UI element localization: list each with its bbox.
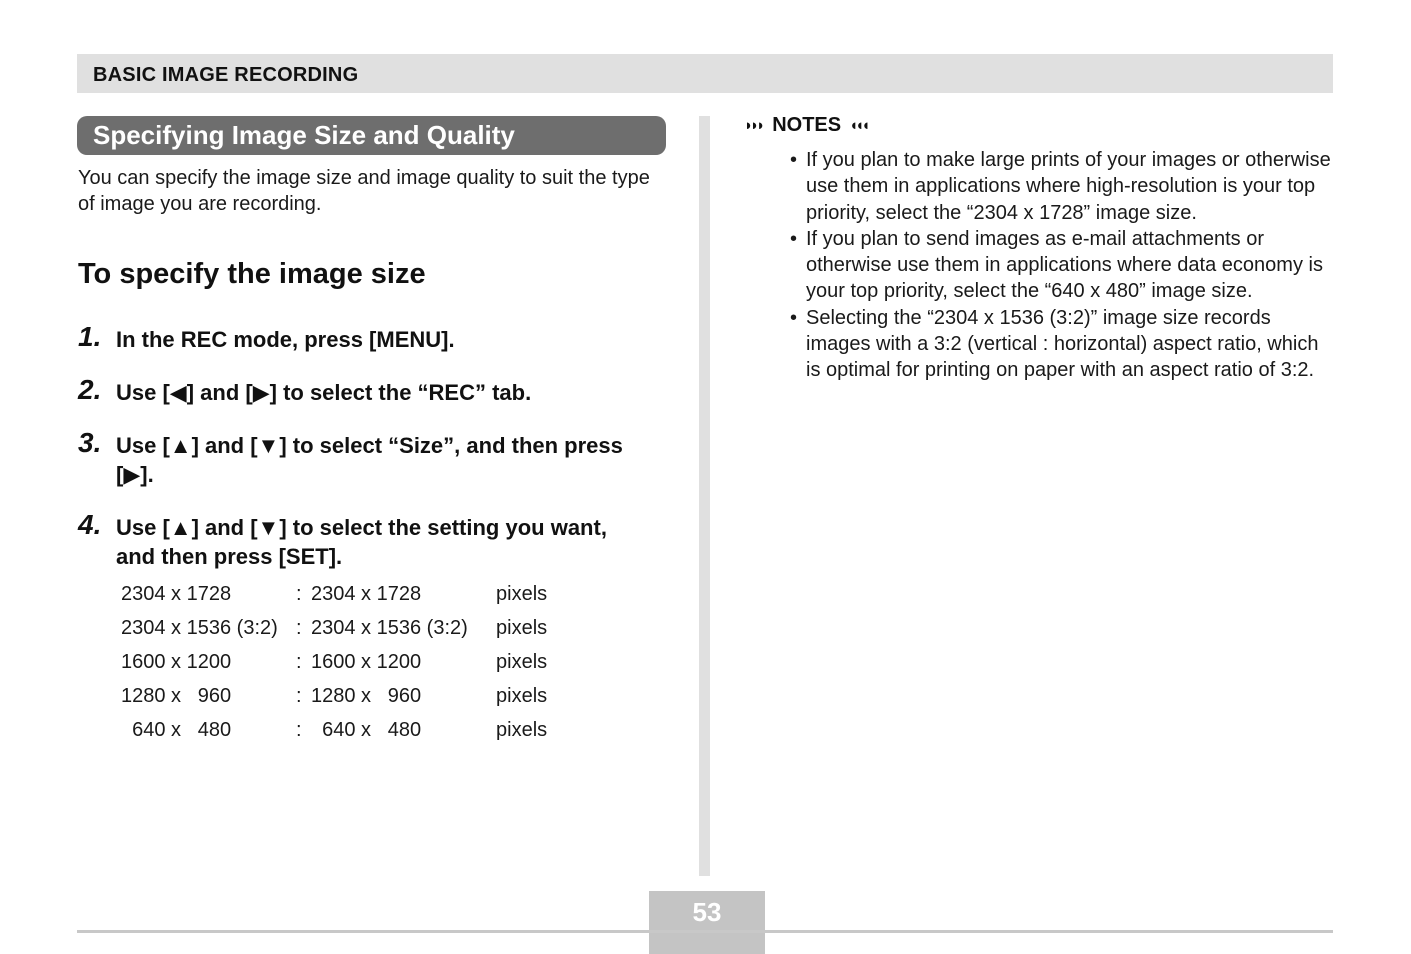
step-1 [78,321,638,354]
step-text: Use [◀] and [▶] to select the “REC” tab. [116,380,532,405]
table-row [121,577,547,611]
note-text: If you plan to make large prints of your images or otherwise use them in applications where high-resolution is your top priority, select the “2304 x 1728” image size. [806,149,1331,224]
section-title: Specifying Image Size and Quality [93,120,515,150]
separator-cell: : [296,616,302,639]
unit-cell: pixels [496,684,548,707]
table-row [121,679,547,713]
step-3 [78,427,638,489]
separator-cell: : [296,582,302,605]
note-text: If you plan to send images as e-mail attachments or otherwise use them in applications where data economy is your top priority, select the “640 x 480” image size. [806,227,1323,303]
image-size-table [121,577,547,747]
bullet-icon: • [790,306,798,329]
bullet-icon: • [790,149,798,171]
setting-cell: 1600 x 1200 [121,650,232,673]
step-number: 4. [78,509,102,540]
header-band [77,54,1333,93]
setting-cell: 2304 x 1728 [121,582,232,605]
separator-cell: : [296,684,302,707]
notes-left-marks-icon: ◗◗◗ [744,116,763,134]
size-cell: 1600 x 1200 [311,650,422,673]
step-text: Use [▲] and [▼] to select “Size”, and then press [▶]. [116,433,623,487]
page-number-box-lower [649,933,765,954]
size-cell: 2304 x 1728 [311,582,422,605]
table-row [121,645,547,679]
unit-cell: pixels [496,616,548,639]
step-4 [78,509,638,571]
notes-title: NOTES [772,114,842,136]
note-item [786,226,1331,305]
separator-cell: : [296,650,302,673]
unit-cell: pixels [496,582,548,605]
table-row [121,713,547,747]
step-number: 2. [78,374,102,405]
table-row [121,611,547,645]
section-header-title: BASIC IMAGE RECORDING [93,64,359,86]
bullet-icon: • [790,227,798,250]
separator-cell: : [296,718,302,741]
size-cell: 640 x 480 [311,718,422,741]
size-cell: 2304 x 1536 (3:2) [311,616,468,639]
setting-cell: 2304 x 1536 (3:2) [121,616,278,639]
unit-cell: pixels [496,718,548,741]
section-title-banner [77,116,666,155]
setting-cell: 640 x 480 [121,718,232,741]
note-item [786,147,1331,226]
notes-right-marks-icon: ◖◖◖ [849,116,868,134]
page-number: 53 [692,897,722,927]
notes-list [786,147,1331,384]
intro-paragraph: You can specify the image size and image quality to suit the type of image you are recording. [78,167,650,215]
unit-cell: pixels [496,650,548,673]
column-divider [699,116,710,876]
note-text: Selecting the “2304 x 1536 (3:2)” image size records images with a 3:2 (vertical : horizontal) aspect ratio, which is optimal for printing on paper with an aspect ratio of 3:2. [806,306,1319,382]
setting-cell: 1280 x 960 [121,684,232,707]
step-number: 3. [78,427,102,458]
subheading: To specify the image size [78,258,426,290]
size-cell: 1280 x 960 [311,684,422,707]
note-item [786,305,1331,384]
step-number: 1. [78,321,102,352]
page-number-box [649,891,765,930]
step-2 [78,374,638,407]
step-text: Use [▲] and [▼] to select the setting you want, and then press [SET]. [116,515,607,569]
step-text: In the REC mode, press [MENU]. [116,327,455,352]
notes-heading [744,114,867,137]
